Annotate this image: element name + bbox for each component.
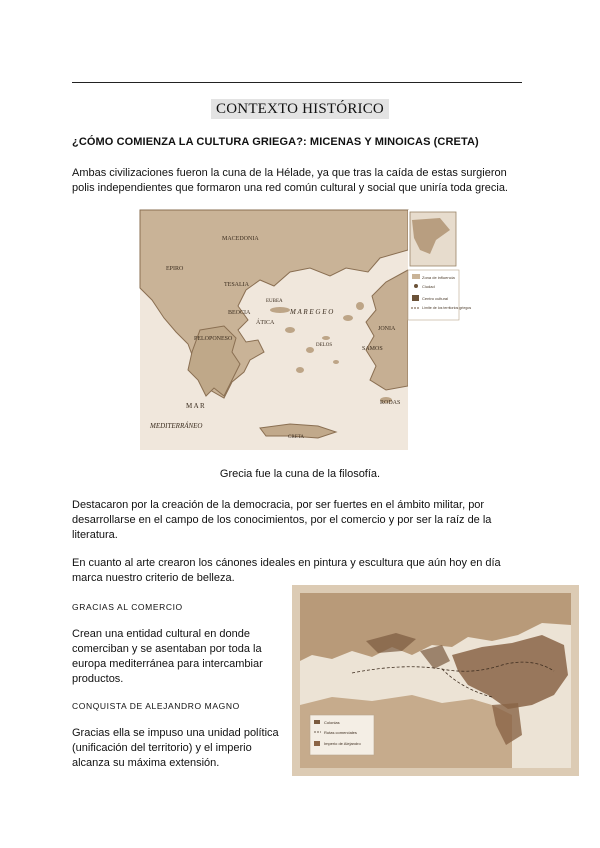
legend-label-0: Colonias (324, 720, 340, 725)
map-label-macedonia: MACEDONIA (222, 236, 259, 242)
democracy-paragraph: Destacaron por la creación de la democracia, por ser fuertes en el ámbito militar, por desarrollarse en el campo de los conocimientos, por el comercio y por ser la raíz de la literatura. (72, 499, 492, 541)
map-label-creta: CRETA (288, 435, 304, 440)
legend-swatch-zone (412, 274, 420, 279)
legend-swatch-empire (314, 741, 320, 746)
island (333, 360, 339, 364)
greece-map (140, 210, 472, 450)
legend-label-1: Rutas comerciales (324, 730, 357, 735)
legend-label-1: Ciudad (422, 284, 435, 289)
map-label-samos: SAMOS (362, 346, 383, 352)
legend-swatch-city (414, 284, 418, 288)
top-rule (72, 82, 522, 83)
page-title: CONTEXTO HISTÓRICO (211, 99, 389, 119)
island (296, 367, 304, 373)
map-label-peloponeso: PELOPONESO (194, 336, 233, 342)
alexander-paragraph: Gracias ella se impuso una unidad política (unificación del territorio) y el imperio alcanza su máxima extensión. (72, 727, 279, 769)
island (285, 327, 295, 333)
island-euboea (270, 307, 290, 313)
legend-label-0: Zona de influencia (422, 275, 455, 280)
island (322, 336, 330, 340)
map-label-mediterraneo: MEDITERRÁNEO (150, 422, 203, 430)
island (356, 302, 364, 310)
mediterranean-map (292, 585, 579, 776)
alexander-heading: CONQUISTA DE ALEJANDRO MAGNO (72, 701, 240, 711)
mediterranean-map-svg (292, 585, 579, 776)
commerce-paragraph: Crean una entidad cultural en donde comerciban y se asentaban por toda la europa mediterránea para intercambiar productos. (72, 628, 263, 685)
island (343, 315, 353, 321)
map-label-beocia: BEOCIA (228, 310, 251, 316)
map-label-mar-egeo: M A R E G E O (290, 308, 334, 316)
section-subtitle: ¿CÓMO COMIENZA LA CULTURA GRIEGA?: MICENAS Y MINOICAS (CRETA) (72, 136, 479, 148)
legend-swatch-center (412, 295, 419, 301)
commerce-heading: GRACIAS AL COMERCIO (72, 602, 183, 612)
intro-paragraph: Ambas civilizaciones fueron la cuna de la Hélade, ya que tras la caída de estas surgieron polis independientes que formaron una red común cultural y social que uniría toda grecia. (72, 167, 508, 194)
map-label-jonia: JONIA (378, 326, 396, 332)
island (306, 347, 314, 353)
art-paragraph: En cuanto al arte crearon los cánones ideales en pintura y escultura que aún hoy en día marca nuestro criterio de belleza. (72, 557, 501, 584)
map-label-mar: M A R (186, 402, 205, 410)
map-label-delos: DELOS (316, 343, 333, 348)
legend-label-2: Imperio de Alejandro (324, 741, 361, 746)
greece-map-svg (140, 210, 472, 450)
legend-swatch-colony (314, 720, 320, 724)
legend-label-3: Límite de los territorios griegos (422, 306, 472, 310)
map-label-rodas: RODAS (380, 400, 401, 406)
map-label-atica: ÁTICA (256, 320, 275, 326)
legend-label-2: Centro cultural (422, 296, 449, 301)
map-label-euboea: EUBEA (266, 299, 283, 304)
map-caption: Grecia fue la cuna de la filosofía. (219, 468, 381, 480)
map-label-tesalia: TESALIA (224, 282, 249, 288)
map-label-epiro: EPIRO (166, 266, 184, 272)
